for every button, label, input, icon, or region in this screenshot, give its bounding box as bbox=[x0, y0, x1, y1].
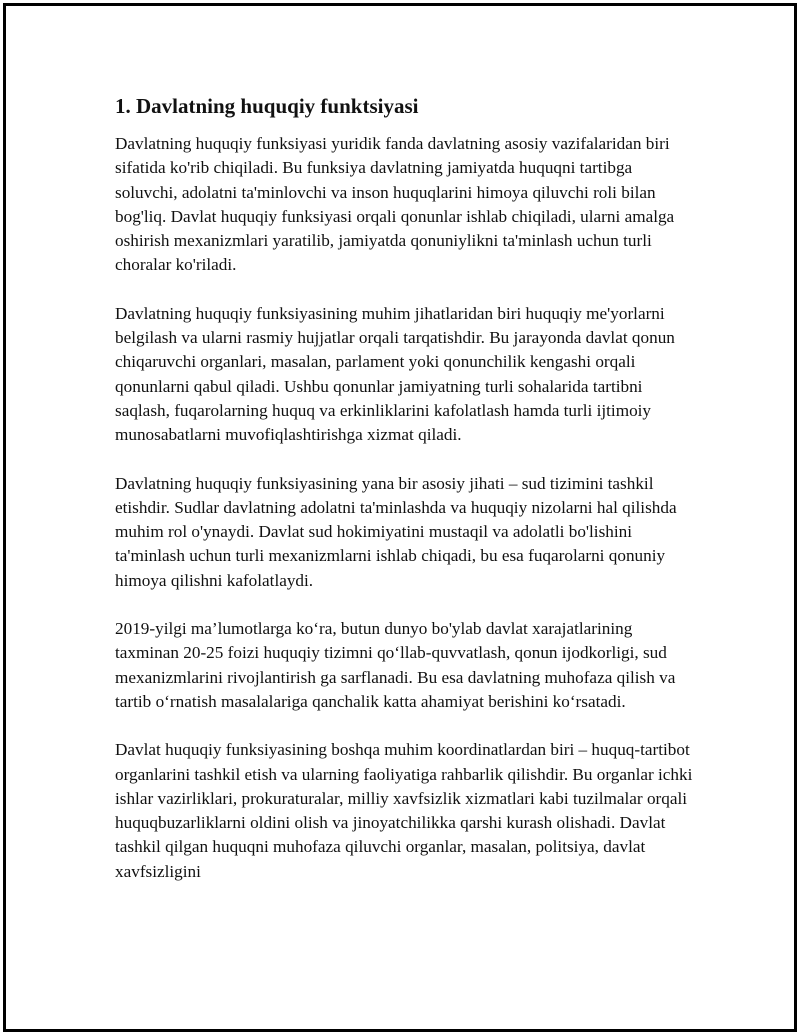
paragraph-1: Davlatning huquqiy funksiyasi yuridik fanda davlatning asosiy vazifalaridan biri sifatida ko'rib chiqiladi. Bu funksiya davlatning jamiyatda huquqni tartibga soluvchi, adolatni ta'minlovchi va inson huquqlarini himoya qiluvchi roli bilan bog'liq. Davlat huquqiy funksiyasi orqali qonunlar ishlab chiqiladi, ularni amalga oshirish mexanizmlari yaratilib, jamiyatda qonuniylikni ta'minlash uchun turli choralar ko'riladi. bbox=[115, 134, 675, 275]
paragraph-4: 2019-yilgi ma’lumotlarga ko‘ra, butun dunyo bo'ylab davlat xarajatlarining taxminan 20-25 foizi huquqiy tizimni qo‘llab-quvvatlash, qonun ijodkorligi, sud mexanizmlarini rivojlantirish ga sarflanadi. Bu esa davlatning muhofaza qilish va tartib o‘rnatish masalalariga qanchalik katta ahamiyat berishini ko‘rsatadi. bbox=[115, 619, 676, 711]
paragraph-5: Davlat huquqiy funksiyasining boshqa muhim koordinatlardan biri – huquq-tartibot organlarini tashkil etish va ularning faoliyatiga rahbarlik qilishdir. Bu organlar ichki ishlar vazirliklari, prokuraturalar, milliy xavfsizlik xizmatlari kabi tuzilmalar orqali huquqbuzarliklarni oldini olish va jinoyatchilikka qarshi kurash olishadi. Davlat tashkil qilgan huquqni muhofaza qiluvchi organlar, masalan, politsiya, davlat xavfsizligini bbox=[115, 740, 693, 881]
section-heading: 1. Davlatning huquqiy funktsiyasi bbox=[115, 94, 419, 118]
paragraph-2: Davlatning huquqiy funksiyasining muhim jihatlaridan biri huquqiy me'yorlarni belgilash va ularni rasmiy hujjatlar orqali tarqatishdir. Bu jarayonda davlat qonun chiqaruvchi organlari, masalan, parlament yoki qonunchilik kengashi orqali qonunlarni qabul qiladi. Ushbu qonunlar jamiyatning turli sohalarida tartibni saqlash, fuqarolarning huquq va erkinliklarini kafolatlash hamda turli ijtimoiy munosabatlarni muvofiqlashtirishga xizmat qiladi. bbox=[115, 303, 675, 445]
document-body bbox=[115, 92, 695, 908]
paragraph-3: Davlatning huquqiy funksiyasining yana bir asosiy jihati – sud tizimini tashkil etishdir. Sudlar davlatning adolatni ta'minlashda va huquqiy nizolarni hal qilishda muhim rol o'ynaydi. Davlat sud hokimiyatini mustaqil va adolatli bo'lishini ta'minlash uchun turli mexanizmlarni ishlab chiqadi, bu esa fuqarolarni qonuniy himoya qilishni kafolatlaydi. bbox=[115, 473, 677, 590]
